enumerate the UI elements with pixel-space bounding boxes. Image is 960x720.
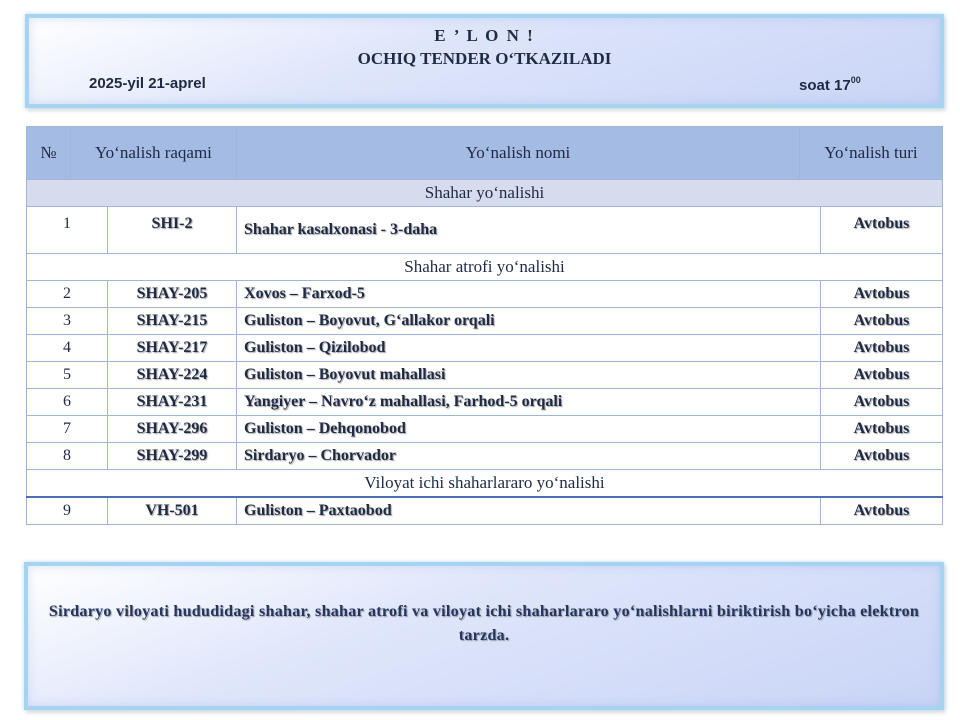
route-code: VH-501 bbox=[108, 497, 237, 525]
route-name: Yangiyer – Navro‘z mahallasi, Farhod-5 orqali bbox=[237, 389, 821, 416]
route-name: Xovos – Farxod-5 bbox=[237, 281, 821, 308]
row-number: 1 bbox=[27, 207, 108, 254]
group-row-intercity bbox=[27, 470, 943, 498]
route-name: Guliston – Paxtaobod bbox=[237, 497, 821, 525]
row-number: 4 bbox=[27, 335, 108, 362]
route-name: Guliston – Qizilobod bbox=[237, 335, 821, 362]
col-header-num: № bbox=[27, 127, 71, 180]
row-number: 9 bbox=[27, 497, 108, 525]
route-code: SHAY-231 bbox=[108, 389, 237, 416]
row-number: 6 bbox=[27, 389, 108, 416]
row-number: 5 bbox=[27, 362, 108, 389]
col-header-type: Yo‘nalish turi bbox=[800, 127, 943, 180]
route-type: Avtobus bbox=[821, 281, 943, 308]
route-name: Guliston – Boyovut, G‘allakor orqali bbox=[237, 308, 821, 335]
announcement-header bbox=[25, 14, 944, 108]
route-type: Avtobus bbox=[821, 416, 943, 443]
announcement-footer bbox=[24, 562, 944, 710]
route-code: SHAY-299 bbox=[108, 443, 237, 470]
group-row-city bbox=[27, 180, 943, 207]
route-name: Guliston – Dehqonobod bbox=[237, 416, 821, 443]
announcement-time bbox=[799, 75, 861, 94]
route-name: Shahar kasalxonasi - 3-daha bbox=[237, 207, 821, 254]
table-header-row bbox=[27, 127, 943, 180]
route-type: Avtobus bbox=[821, 362, 943, 389]
announcement-title: E ’ L O N ! bbox=[434, 26, 535, 45]
time-label: soat 17 bbox=[799, 77, 851, 94]
routes-table bbox=[26, 126, 943, 525]
row-number: 7 bbox=[27, 416, 108, 443]
footer-description: Sirdaryo viloyati hududidagi shahar, shahar atrofi va viloyat ichi shaharlararo yo‘nalishlarni biriktirish bo‘yicha elektron tarzda. bbox=[48, 603, 920, 644]
table-row bbox=[27, 207, 943, 254]
route-type: Avtobus bbox=[821, 308, 943, 335]
route-type: Avtobus bbox=[821, 335, 943, 362]
group-title: Shahar yo‘nalishi bbox=[27, 180, 943, 207]
table-row bbox=[27, 308, 943, 335]
table-row bbox=[27, 281, 943, 308]
route-type: Avtobus bbox=[821, 443, 943, 470]
route-name: Sirdaryo – Chorvador bbox=[237, 443, 821, 470]
row-number: 3 bbox=[27, 308, 108, 335]
group-title: Shahar atrofi yo‘nalishi bbox=[27, 254, 943, 281]
route-name: Guliston – Boyovut mahallasi bbox=[237, 362, 821, 389]
announcement-subtitle: OCHIQ TENDER O‘TKAZILADI bbox=[357, 49, 612, 68]
route-type: Avtobus bbox=[821, 389, 943, 416]
route-code: SHAY-215 bbox=[108, 308, 237, 335]
route-type: Avtobus bbox=[821, 497, 943, 525]
route-code: SHAY-224 bbox=[108, 362, 237, 389]
table-row bbox=[27, 497, 943, 525]
table-row bbox=[27, 443, 943, 470]
row-number: 2 bbox=[27, 281, 108, 308]
col-header-name: Yo‘nalish nomi bbox=[237, 127, 800, 180]
group-row-suburban bbox=[27, 254, 943, 281]
row-number: 8 bbox=[27, 443, 108, 470]
col-header-code: Yo‘nalish raqami bbox=[71, 127, 237, 180]
route-code: SHAY-205 bbox=[108, 281, 237, 308]
announcement-date: 2025-yil 21-aprel bbox=[89, 75, 206, 92]
route-type: Avtobus bbox=[821, 207, 943, 254]
route-code: SHAY-296 bbox=[108, 416, 237, 443]
time-minutes: 00 bbox=[850, 75, 861, 85]
table-row bbox=[27, 389, 943, 416]
table-row bbox=[27, 362, 943, 389]
table-row bbox=[27, 335, 943, 362]
group-title: Viloyat ichi shaharlararo yo‘nalishi bbox=[27, 470, 943, 498]
table-row bbox=[27, 416, 943, 443]
route-code: SHI-2 bbox=[108, 207, 237, 254]
route-code: SHAY-217 bbox=[108, 335, 237, 362]
